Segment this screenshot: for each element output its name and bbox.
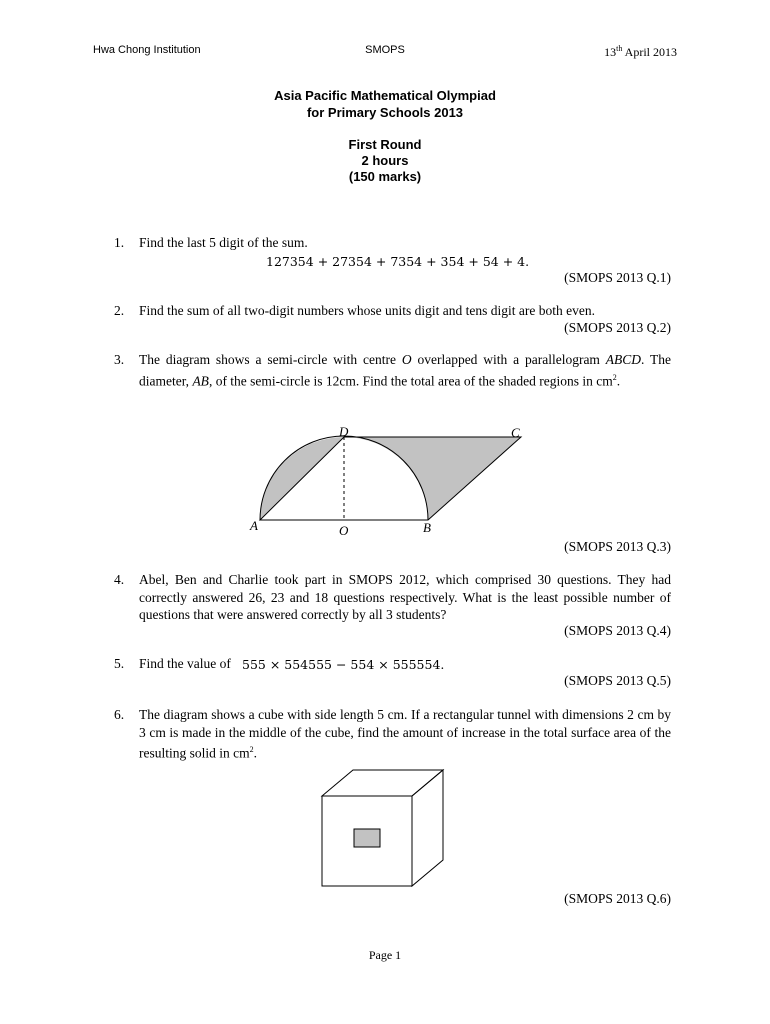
question-math: 555 × 554555 − 554 × 555554. [242,657,445,672]
question-source: (SMOPS 2013 Q.3) [564,539,671,554]
question-text: Find the value of [139,656,231,671]
question-text: Abel, Ben and Charlie took part in SMOPS 2012, which comprised 30 questions. They had correctly answered 26, 23 and 18 questions respectively. What is the least possible number of questions that were answered correctly by all 3 students? [139,572,671,622]
question-text: Find the sum of all two-digit numbers whose units digit and tens digit are both even. [139,303,595,318]
label-d: D [339,424,349,439]
question-source: (SMOPS 2013 Q.5) [564,673,671,688]
shaded-region-right [344,437,521,520]
cube-top-face [322,770,443,796]
title-line2: for Primary Schools 2013 [306,105,464,120]
cube-right-face [412,770,443,886]
label-c: C [511,425,520,440]
question-text: The diagram shows a cube with side length 5 cm. If a rectangular tunnel with dimensions 2 cm by 3 cm is made in the middle of the cube, find the amount of increase in the total surface area of the resulting solid in $cm^2$. [139,707,671,761]
page-number: Page 1 [368,948,402,962]
header-date: 13th April 2013 [604,44,677,59]
question-number: 6. [114,707,125,722]
semicircle-parallelogram-diagram [240,420,540,540]
question-source: (SMOPS 2013 Q.6) [564,891,671,906]
cube-diagram [315,765,455,890]
question-number: 1. [114,235,125,250]
marks-label: (150 marks) [348,169,422,184]
question-source: (SMOPS 2013 Q.4) [564,623,671,638]
header-institution: Hwa Chong Institution [93,44,201,56]
label-b: B [423,520,431,535]
tunnel-opening [354,829,380,847]
question-number: 3. [114,352,125,367]
question-text: Find the last 5 digit of the sum. [139,235,308,250]
question-number: 2. [114,303,125,318]
header-smops: SMOPS [365,44,405,56]
question-number: 5. [114,656,125,671]
label-o: O [339,523,349,538]
title-line1: Asia Pacific Mathematical Olympiad [274,88,496,103]
duration-label: 2 hours [361,153,409,168]
question-source: (SMOPS 2013 Q.2) [564,320,671,335]
question-text: The diagram shows a semi-circle with centre O overlapped with a parallelogram ABCD. The diameter, AB, of the semi-circle is 12cm. Find the total area of the shaded regions in $cm^2$. [139,352,671,388]
round-label: First Round [348,137,422,152]
question-source: (SMOPS 2013 Q.1) [564,270,671,285]
question-math: 127354 + 27354 + 7354 + 354 + 54 + 4. [266,254,530,269]
label-a: A [250,518,258,533]
question-number: 4. [114,572,125,587]
